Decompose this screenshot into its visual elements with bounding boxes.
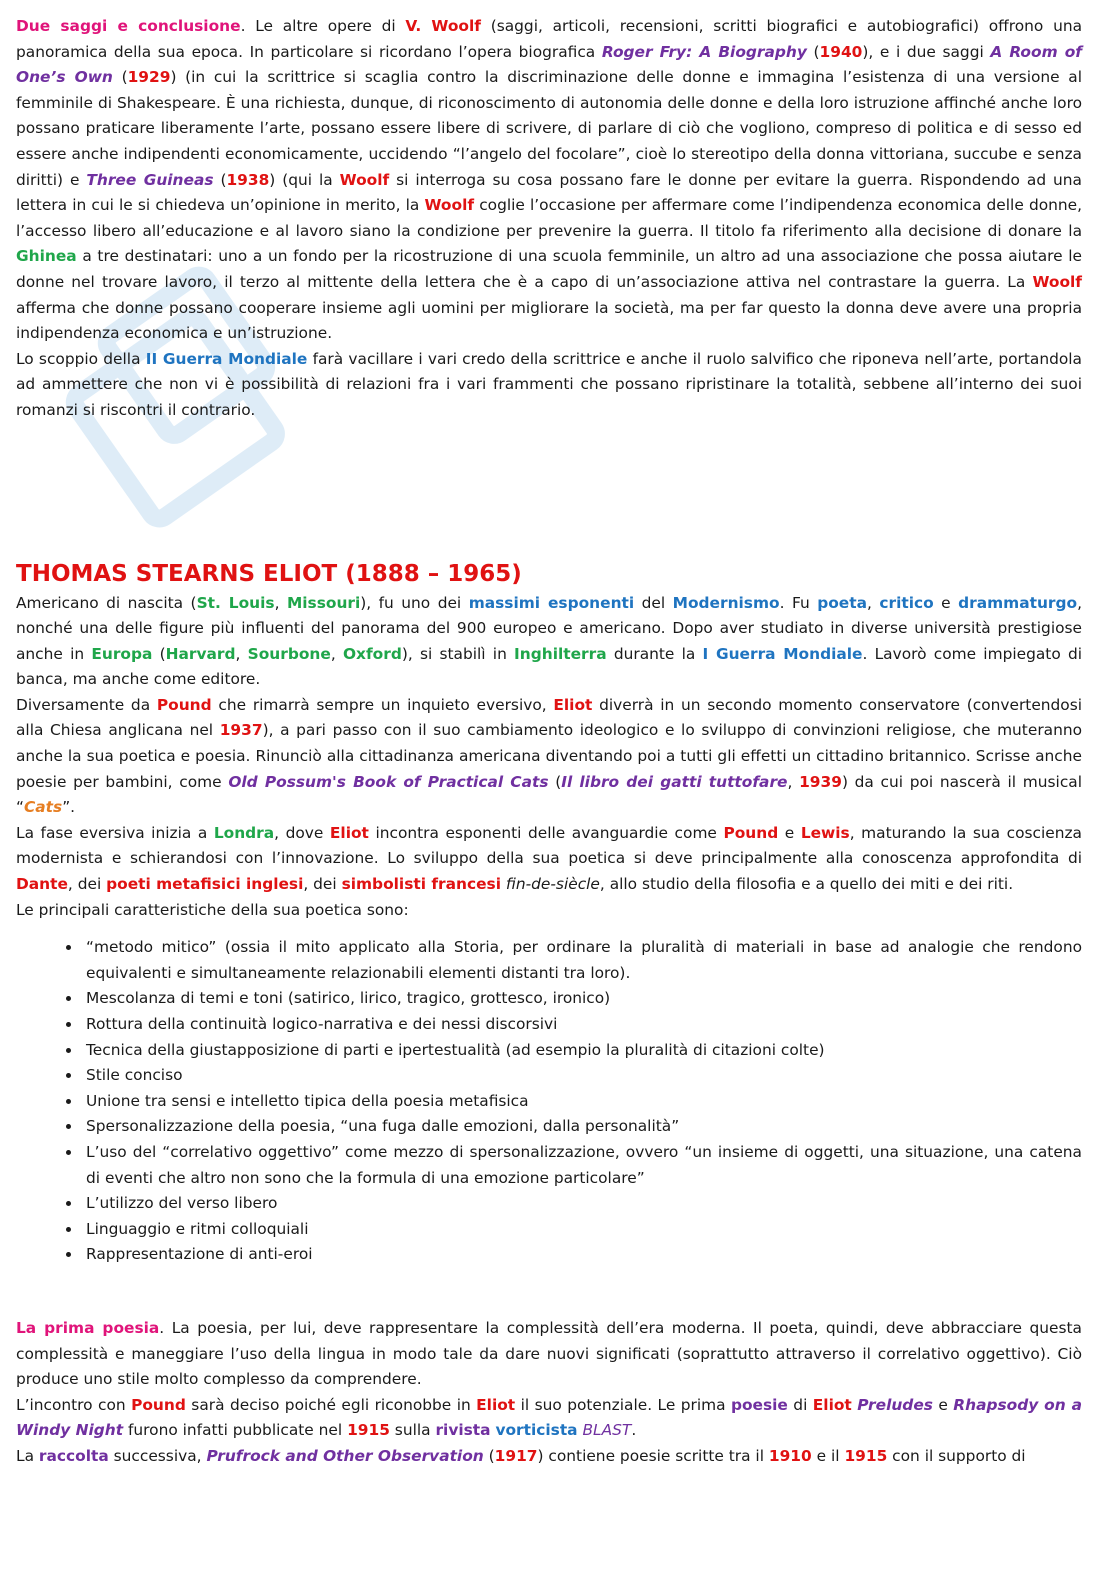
text-run: (saggi, articoli, recensioni, scritti biografici e autobiografici) offrono una panoramica della sua epoca. In particolare si ricordano l’opera biografica: [16, 17, 1083, 61]
highlight-blue: critico: [879, 593, 934, 612]
list-item: • Spersonalizzazione della poesia, “una fuga dalle emozioni, dalla personalità”: [82, 1114, 1082, 1140]
text-run: . La poesia, per lui, deve rappresentare la complessità dell’era moderna. Il poeta, quindi, deve abbracciare questa complessità e maneggiare l’uso della lingua in modo tale da dare nuovi significati (soprattutto attraverso il correlativo oggettivo). Ciò produce uno stile molto complesso da comprendere.: [16, 1318, 1082, 1389]
list-item: • “metodo mitico” (ossia il mito applicato alla Storia, per ordinare la pluralità di materiali in base ad analogie che rendono equivalenti e simultaneamente relazionabili elementi distanti tra loro).: [82, 935, 1082, 986]
text-run: ) (in cui la scrittrice si scaglia contro la discriminazione delle donne e immagina l’esistenza di una versione al femminile di Shakespeare. È una richiesta, dunque, di riconoscimento di autonomia delle donne e della loro istruzione affinché anche loro possano praticare liberamente l’arte, possano essere libere di scrivere, di parlare di ciò che vogliono, compreso di politica e di sesso ed essere anche indipendenti economicamente, uccidendo “l’angelo del focolare”, cioè lo stereotipo della donna vittoriana, succube e senza diritti) e: [16, 68, 1082, 189]
text-run: sulla: [389, 1421, 436, 1440]
text-run: (: [213, 170, 227, 189]
highlight-purple: rivista: [435, 1421, 491, 1440]
paragraph-eliot-avantgarde: [16, 821, 1082, 898]
highlight-green: Missouri: [286, 593, 361, 612]
text-run: La: [16, 1446, 39, 1465]
highlight-green: Oxford: [342, 644, 402, 663]
highlight-red: Eliot: [812, 1395, 852, 1414]
highlight-red: 1915: [844, 1446, 888, 1465]
text-run: , dei: [67, 875, 107, 894]
text-run: che rimarrà sempre un inquieto eversivo,: [211, 695, 554, 714]
highlight-purple: Old Possum's Book of Practical Cats: [228, 772, 549, 791]
highlight-red: 1929: [127, 68, 171, 87]
text-run: (: [152, 644, 166, 663]
highlight-red: Lewis: [800, 823, 850, 842]
highlight-blue: poeta: [817, 593, 867, 612]
text-run: e: [778, 823, 801, 842]
text-run: e: [932, 1395, 954, 1414]
highlight-purple: Roger Fry: A Biography: [601, 42, 807, 61]
text-run: L’incontro con: [16, 1395, 132, 1414]
text-run: La fase eversiva inizia a: [16, 823, 214, 842]
highlight-red: Dante: [16, 875, 68, 894]
highlight-purple: BLAST: [582, 1421, 632, 1440]
highlight-blue: vorticista: [495, 1421, 578, 1440]
text-run: diverrà in un secondo momento conservatore (convertendosi alla Chiesa anglicana nel: [16, 695, 1083, 740]
list-item: • Linguaggio e ritmi colloquiali: [82, 1217, 1082, 1243]
text-run: coglie l’occasione per affermare come l’indipendenza economica delle donne, l’accesso libero all’educazione e al lavoro siano la condizione per prevenire la guerra. Il titolo fa riferimento alla decisione di donare la: [16, 196, 1082, 240]
highlight-green: Europa: [91, 644, 153, 663]
highlight-blue: II Guerra Mondiale: [145, 349, 308, 368]
highlight-pink: Due saggi e conclusione: [16, 17, 241, 35]
text-run: con il supporto di: [887, 1446, 1026, 1465]
highlight-purple: Il libro dei gatti tuttofare: [561, 772, 788, 791]
text-run: a tre destinatari: uno a un fondo per la ricostruzione di una scuola femminile, un altro ad una associazione che possa aiutare le donne nel trovare lavoro, il terzo al mittente della lettera che è a capo di un’associazione attiva nel contrastare la guerra. La: [16, 247, 1082, 291]
highlight-red: 1917: [494, 1446, 538, 1465]
highlight-red: simbolisti francesi: [341, 875, 501, 894]
paragraph-woolf-war: [16, 347, 1082, 424]
list-intro: Le principali caratteristiche della sua poetica sono:: [16, 900, 409, 919]
text-run: successiva,: [108, 1446, 207, 1465]
highlight-red: 1915: [347, 1421, 390, 1440]
text-run: , allo studio della filosofia e a quello dei miti e dei riti.: [599, 875, 1014, 894]
text-run: durante la: [606, 644, 703, 663]
list-item: • Stile conciso: [82, 1063, 1082, 1089]
poetics-features-list: [16, 935, 1082, 1268]
styled-text: fin-de-siècle: [505, 875, 600, 894]
text-run: sarà deciso poiché egli riconobbe in: [185, 1395, 477, 1414]
text-run: afferma che donne possano cooperare insieme agli uomini per migliorare la società, ma per far questo la donna deve avere una propria indipendenza economica e un’istruzione.: [16, 298, 1082, 343]
text-run: ) da cui poi nascerà il musical “: [16, 772, 1082, 817]
list-item: • Unione tra sensi e intelletto tipica della poesia metafisica: [82, 1089, 1082, 1115]
text-run: di: [787, 1395, 813, 1414]
highlight-purple: raccolta: [38, 1446, 109, 1465]
text-run: Diversamente da: [16, 695, 157, 714]
text-run: , maturando la sua coscienza modernista e schierandosi con l’innovazione. Lo sviluppo della sua poetica si deve principalmente alla conoscenza approfondita di: [16, 823, 1082, 868]
highlight-green: Sourbone: [247, 644, 331, 663]
text-run: (: [548, 772, 562, 791]
text-run: ), a pari passo con il suo cambiamento ideologico e lo sviluppo di convinzioni religiose, che muteranno anche la sua poetica e poesia. Rinunciò alla cittadinanza americana diventando poi a tutti gli effetti un cittadino britannico. Scrisse anche poesie per bambini, come: [16, 721, 1082, 791]
highlight-red: Woolf: [1032, 272, 1082, 291]
highlight-red: Eliot: [553, 695, 593, 714]
highlight-purple: poesie: [730, 1395, 788, 1414]
text-run: ,: [867, 593, 880, 612]
highlight-red: Eliot: [476, 1395, 516, 1414]
highlight-red: Woolf: [339, 170, 390, 189]
highlight-purple: Rhapsody on a Windy Night: [16, 1395, 1082, 1440]
highlight-blue: massimi esponenti: [468, 593, 635, 612]
text-run: del: [634, 593, 673, 612]
highlight-red: poeti metafisici inglesi: [106, 875, 304, 894]
text-run: furono infatti pubblicate nel: [123, 1421, 348, 1440]
highlight-red: 1937: [219, 721, 263, 740]
text-run: e: [933, 593, 959, 612]
highlight-red: Woolf: [424, 196, 475, 215]
highlight-red: 1940: [819, 42, 863, 61]
text-run: (: [112, 68, 128, 87]
highlight-blue: Modernismo: [672, 593, 780, 612]
paragraph-woolf-essays: [16, 14, 1082, 347]
list-item: • Rappresentazione di anti-eroi: [82, 1242, 1082, 1268]
highlight-green: Harvard: [165, 644, 236, 663]
text-run: ) (qui la: [269, 170, 340, 189]
text-run: Americano di nascita (: [16, 593, 197, 612]
text-run: ”.: [62, 798, 76, 817]
document-page: [16, 14, 1082, 1470]
paragraph-eliot-bio: [16, 591, 1082, 693]
list-item: • Rottura della continuità logico-narrativa e dei nessi discorsivi: [82, 1012, 1082, 1038]
highlight-red: Pound: [723, 823, 779, 842]
text-run: , nonché una delle figure più influenti del panorama del 900 europeo e americano. Dopo aver studiato in diverse università prestigiose anche in: [16, 593, 1082, 663]
text-run: farà vacillare i vari credo della scrittrice e anche il ruolo salvifico che riponeva nell’arte, portandola ad ammettere che non vi è possibilità di relazioni fra i vari frammenti che possano ripristinare la totalità, sebbene all’interno dei suoi romanzi si riscontri il contrario.: [16, 349, 1082, 419]
highlight-purple: Three Guineas: [86, 170, 214, 189]
paragraph-pound-meeting: [16, 1393, 1082, 1444]
text-run: ), fu uno dei: [360, 593, 469, 612]
paragraph-first-poetry: [16, 1316, 1082, 1393]
text-run: (: [483, 1446, 495, 1465]
text-run: Lo scoppio della: [16, 349, 146, 368]
highlight-purple: Prufrock and Other Observation: [206, 1446, 484, 1465]
highlight-red: Eliot: [329, 823, 369, 842]
text-run: ,: [330, 644, 343, 663]
list-item: • L’uso del “correlativo oggettivo” come mezzo di spersonalizzazione, ovvero “un insieme di oggetti, una situazione, una catena di eventi che altro non sono che la formula di una emozione particolare”: [82, 1140, 1082, 1191]
highlight-red: 1910: [768, 1446, 812, 1465]
highlight-purple: A Room of One’s Own: [16, 42, 1082, 87]
highlight-blue: drammaturgo: [958, 593, 1078, 612]
highlight-green: Ghinea: [16, 247, 77, 266]
text-run: si interroga su cosa possano fare le donne per evitare la guerra. Rispondendo ad una lettera in cui le si chiedeva un’opinione in merito, la: [16, 170, 1082, 215]
highlight-green: Inghilterra: [514, 644, 607, 663]
text-run: (: [806, 42, 820, 61]
highlight-red: Pound: [156, 695, 212, 714]
text-run: ,: [274, 593, 287, 612]
section-title-eliot: THOMAS STEARNS ELIOT (1888 – 1965): [16, 560, 522, 587]
text-run: ), si stabilì in: [401, 644, 515, 663]
highlight-red: 1939: [799, 772, 842, 791]
list-item: • L’utilizzo del verso libero: [82, 1191, 1082, 1217]
paragraph-prufrock: [16, 1444, 1082, 1470]
paragraph-eliot-conservative: [16, 693, 1082, 821]
text-run: , dove: [274, 823, 330, 842]
text-run: , dei: [303, 875, 342, 894]
text-run: ), e i due saggi: [862, 42, 991, 61]
highlight-pink: La prima poesia: [16, 1318, 160, 1337]
highlight-purple: Preludes: [857, 1395, 933, 1414]
text-run: incontra esponenti delle avanguardie come: [368, 823, 724, 842]
text-run: . Lavorò come impiegato di banca, ma anche come editore.: [16, 644, 1083, 689]
highlight-red: Pound: [131, 1395, 186, 1414]
highlight-red: V. Woolf: [405, 17, 481, 35]
highlight-green: St. Louis: [196, 593, 275, 612]
text-run: e il: [811, 1446, 845, 1465]
text-run: . Le altre opere di: [240, 17, 406, 35]
highlight-red: 1938: [226, 170, 270, 189]
highlight-green: Londra: [213, 823, 275, 842]
highlight-blue: I Guerra Mondiale: [702, 644, 863, 663]
highlight-orange: Cats: [23, 798, 63, 817]
text-run: il suo potenziale. Le prima: [515, 1395, 731, 1414]
list-item: • Tecnica della giustapposizione di parti e ipertestualità (ad esempio la pluralità di citazioni colte): [82, 1038, 1082, 1064]
text-run: ,: [787, 772, 800, 791]
text-run: . Fu: [779, 593, 818, 612]
text-run: ) contiene poesie scritte tra il: [537, 1446, 769, 1465]
list-item: • Mescolanza di temi e toni (satirico, lirico, tragico, grottesco, ironico): [82, 986, 1082, 1012]
text-run: .: [631, 1421, 637, 1440]
text-run: ,: [235, 644, 248, 663]
